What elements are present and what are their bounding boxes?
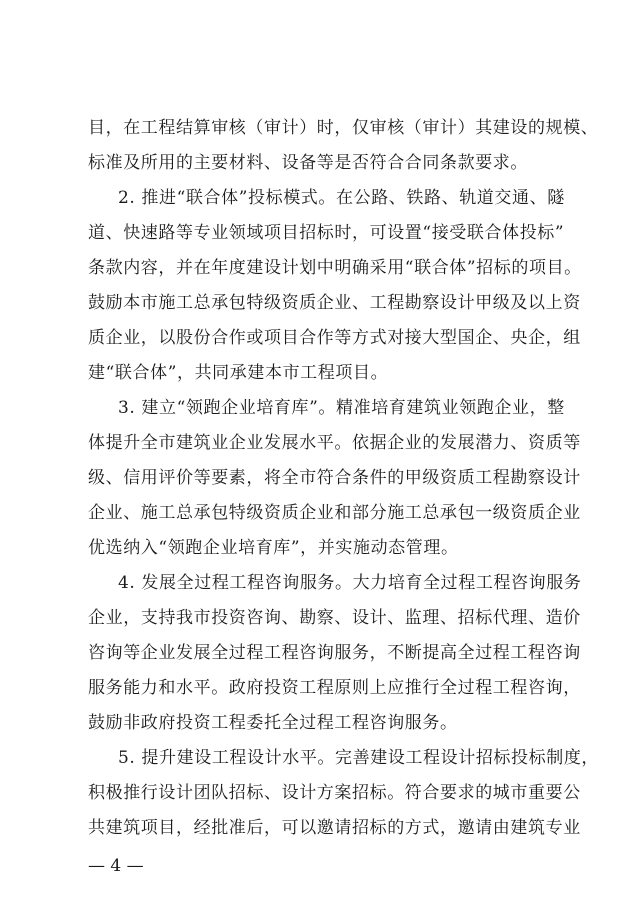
paragraph-line: 鼓励非政府投资工程委托全过程工程咨询服务。: [88, 713, 458, 733]
paragraph-line: 积极推行设计团队招标、设计方案招标。符合要求的城市重要公: [88, 783, 581, 803]
paragraph-line: 咨询等企业发展全过程工程咨询服务，不断提高全过程工程咨询: [88, 643, 581, 663]
paragraph-line: 企业，支持我市投资咨询、勘察、设计、监理、招标代理、造价: [88, 608, 581, 628]
paragraph-line: 级、信用评价等要素，将全市符合条件的甲级资质工程勘察设计: [88, 468, 581, 488]
page-number: — 4 —: [88, 856, 144, 876]
paragraph-line: 体提升全市建筑业企业发展水平。依据企业的发展潜力、资质等: [88, 433, 581, 453]
paragraph-line: 共建筑项目，经批准后，可以邀请招标的方式，邀请由建筑专业: [88, 818, 581, 838]
paragraph-line: 目，在工程结算审核（审计）时，仅审核（审计）其建设的规模、: [88, 118, 599, 138]
paragraph-line: 企业、施工总承包特级资质企业和部分施工总承包一级资质企业: [88, 503, 581, 523]
paragraph-line: 优选纳入“领跑企业培育库”，并实施动态管理。: [88, 538, 459, 558]
paragraph-line: 4. 发展全过程工程咨询服务。大力培育全过程工程咨询服务: [118, 573, 582, 593]
paragraph-line: 标准及所用的主要材料、设备等是否符合合同条款要求。: [88, 153, 528, 173]
paragraph-line: 3. 建立“领跑企业培育库”。精准培育建筑业领跑企业，整: [118, 398, 565, 418]
paragraph-line: 质企业，以股份合作或项目合作等方式对接大型国企、央企，组: [88, 328, 581, 348]
paragraph-line: 服务能力和水平。政府投资工程原则上应推行全过程工程咨询，: [88, 678, 581, 698]
paragraph-line: 鼓励本市施工总承包特级资质企业、工程勘察设计甲级及以上资: [88, 293, 581, 313]
paragraph-line: 5. 提升建设工程设计水平。完善建设工程设计招标投标制度，: [118, 748, 600, 768]
paragraph-line: 2. 推进“联合体”投标模式。在公路、铁路、轨道交通、隧: [118, 188, 565, 208]
paragraph-line: 条款内容，并在年度建设计划中明确采用“联合体”招标的项目。: [88, 258, 582, 278]
paragraph-line: 道、快速路等专业领域项目招标时，可设置“接受联合体投标”: [88, 223, 565, 243]
paragraph-line: 建“联合体”，共同承建本市工程项目。: [88, 363, 389, 383]
